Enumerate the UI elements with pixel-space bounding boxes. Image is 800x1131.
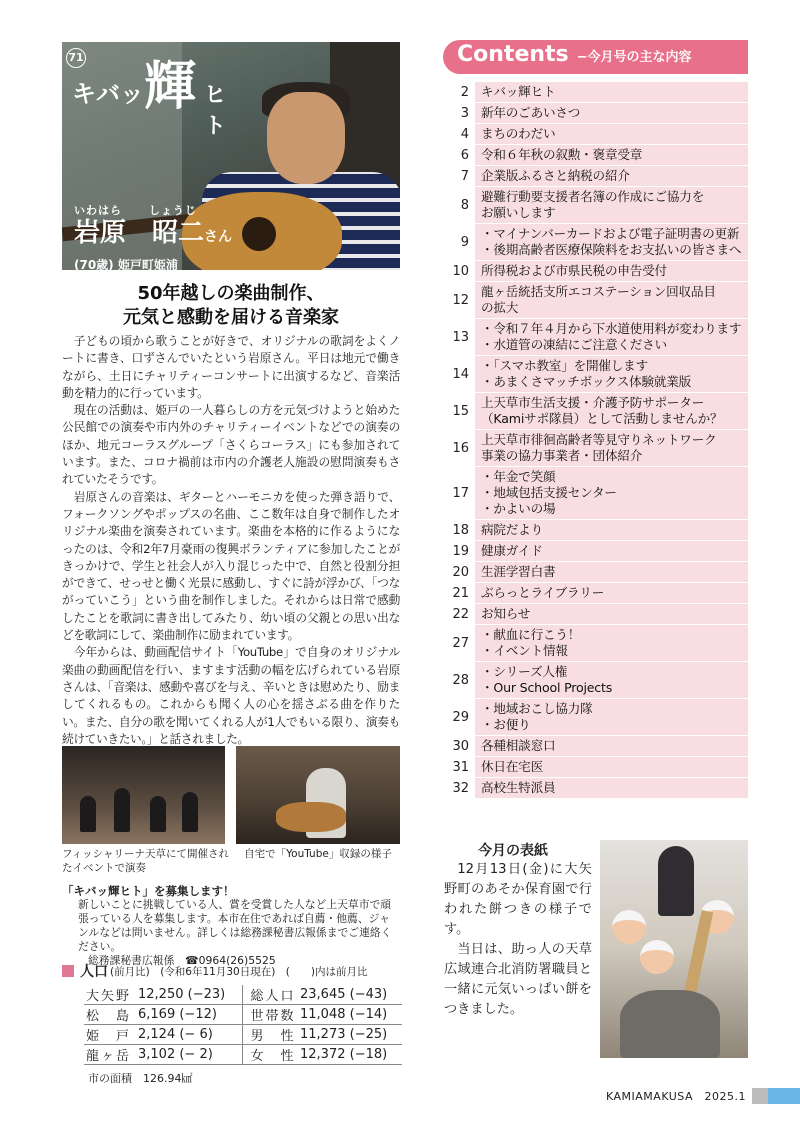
toc-entry-line: お願いします: [481, 205, 556, 220]
person-name: [74, 218, 232, 252]
table-row: [84, 1025, 402, 1045]
headline-line-2: 元気と感動を届ける音楽家: [123, 307, 339, 328]
recruit-notice: [62, 884, 400, 968]
toc-page-number: 14: [443, 356, 475, 392]
toc-page-number: 29: [443, 699, 475, 735]
feature-headline: [62, 282, 400, 330]
toc-row[interactable]: [443, 319, 748, 356]
toc-entry: [475, 541, 748, 561]
toc-page-number: 8: [443, 187, 475, 223]
youtube-recording-photo: [236, 746, 400, 844]
toc-entry: [475, 282, 748, 318]
toc-page-number: 22: [443, 604, 475, 624]
toc-entry-line: 休日在宅医: [481, 759, 543, 774]
population-table: [84, 985, 402, 1065]
district-value: 6,169 (−12): [136, 1005, 242, 1025]
stat-value: 12,372 (−18): [298, 1045, 402, 1065]
district-value: 3,102 (− 2): [136, 1045, 242, 1065]
toc-entry-line: 企業版ふるさと納税の紹介: [481, 168, 630, 183]
toc-entry: [475, 778, 748, 798]
population-title: 人口: [80, 964, 108, 980]
toc-row[interactable]: [443, 662, 748, 699]
name-ruby-first: しょうじ: [148, 204, 197, 217]
toc-page-number: 32: [443, 778, 475, 798]
contents-header: [443, 40, 748, 74]
toc-page-number: 20: [443, 562, 475, 582]
toc-row[interactable]: [443, 699, 748, 736]
toc-row[interactable]: [443, 356, 748, 393]
toc-row[interactable]: [443, 224, 748, 261]
toc-entry-line: ・イベント情報: [481, 643, 568, 658]
toc-entry-line: ・マイナンバーカードおよび電子証明書の更新: [481, 226, 740, 241]
toc-entry-line: 高校生特派員: [481, 780, 556, 795]
toc-entry-line: 所得税および市県民税の申告受付: [481, 263, 667, 278]
toc-entry-line: ・地域包括支援センター: [481, 485, 617, 500]
article-paragraph: 今年からは、動画配信サイト「YouTube」で自身のオリジナル楽曲の動画配信を行い、ますます活動の幅を広げられている岩原さんは、「音楽は、感動や喜びを与え、辛いときは慰めたり、励ましてくれるもの。これからも聞く人の心を揺さぶる曲を作りたい。また、自分の歌を聞いてくれる人が1人でもいる限り、演奏も続けていきたい。」と話されました。: [62, 645, 400, 746]
toc-entry-line: ・水道管の凍結にご注意ください: [481, 337, 667, 352]
toc-entry-line: ・献血に行こう！: [481, 627, 581, 642]
toc-row[interactable]: [443, 467, 748, 520]
toc-entry-line: 避難行動要支援者名簿の作成にご協力を: [481, 189, 705, 204]
magazine-issue: KAMIAMAKUSA 2025.1: [606, 1090, 746, 1103]
toc-entry-line: 上天草市徘徊高齢者等見守りネットワーク: [481, 432, 717, 447]
toc-page-number: 30: [443, 736, 475, 756]
cover-title: 今月の表紙: [478, 843, 548, 859]
toc-row[interactable]: [443, 430, 748, 467]
toc-page-number: 21: [443, 583, 475, 603]
toc-entry-line: ・あまくさマッチボックス体験就業版: [481, 374, 692, 389]
toc-row[interactable]: [443, 261, 748, 282]
table-row: [84, 1005, 402, 1025]
toc-entry: [475, 103, 748, 123]
cover-paragraph: 当日は、助っ人の天草広域連合北消防署職員と一緒に元気いっぱい餅をつきました。: [444, 942, 592, 1017]
toc-entry: [475, 736, 748, 756]
toc-page-number: 7: [443, 166, 475, 186]
toc-entry-line: まちのわだい: [481, 126, 556, 141]
toc-entry-line: キバッ輝ヒト: [481, 84, 556, 99]
name-ruby-last: いわはら: [74, 204, 122, 217]
article-paragraph: 現在の活動は、姫戸の一人暮らしの方を元気づけようと始めた公民館での演奏や市内外のチャリティーイベントなどでの演奏のほか、地元コーラスグループ「さくらコーラス」にも参加されています。また、コロナ禍前は市内の介護老人施設の慰問演奏もされていたそうです。: [62, 403, 400, 487]
toc-entry: [475, 145, 748, 165]
toc-entry: [475, 757, 748, 777]
cover-paragraph: 12月13日(金)に大矢野町のあそか保育園で行われた餅つきの様子です。: [444, 862, 592, 937]
toc-entry-line: ・地域おこし協力隊: [481, 701, 593, 716]
recruit-title: 「キバッ輝ヒト」を募集します！: [62, 884, 235, 898]
toc-entry-line: （Kamiサポ隊員）として活動しませんか？: [481, 411, 723, 426]
toc-row[interactable]: [443, 625, 748, 662]
recruit-body: 新しいことに挑戦している人、賞を受賞した人など上天草市で頑張っている人を募集します。本市在住であれば自薦・他薦、ジャンルなどは問いません。詳しくは総務課秘書広報係までご連絡ください。: [78, 898, 392, 953]
toc-entry-line: 令和６年秋の叙勲・褒章受章: [481, 147, 643, 162]
toc-row[interactable]: [443, 103, 748, 124]
child-figure: [612, 910, 646, 944]
table-of-contents: [443, 82, 748, 799]
toc-row[interactable]: [443, 604, 748, 625]
guitar-sound-hole: [242, 217, 276, 251]
issue-number-badge: 71: [66, 48, 86, 68]
toc-row[interactable]: [443, 583, 748, 604]
name-ruby: [74, 202, 232, 218]
cover-description: [444, 860, 592, 1020]
toc-entry: [475, 187, 748, 223]
photo-caption-youtube: 自宅で「YouTube」収録の様子: [244, 848, 392, 860]
toc-page-number: 12: [443, 282, 475, 318]
district-label: 大矢野: [84, 985, 136, 1005]
toc-row[interactable]: [443, 757, 748, 778]
toc-entry: [475, 625, 748, 661]
toc-entry-line: 龍ヶ岳統括支所エコステーション回収品目: [481, 284, 716, 299]
recruit-contact: 総務課秘書広報係 ☎0964(26)5525: [88, 954, 276, 967]
toc-page-number: 3: [443, 103, 475, 123]
page-tab-blue: [768, 1088, 800, 1104]
contents-subtitle: −今月号の主な内容: [576, 50, 692, 65]
toc-page-number: 16: [443, 430, 475, 466]
toc-row[interactable]: [443, 166, 748, 187]
page-footer: [606, 1088, 771, 1104]
photo-caption-event: フィッシャリーナ天草にて開催されたイベントで演奏: [62, 848, 229, 874]
toc-entry-line: ぶらっとライブラリー: [481, 585, 605, 600]
toc-page-number: 9: [443, 224, 475, 260]
toc-page-number: 28: [443, 662, 475, 698]
toc-page-number: 31: [443, 757, 475, 777]
person-face: [267, 92, 345, 184]
toc-entry: [475, 662, 748, 698]
toc-entry: [475, 699, 748, 735]
toc-entry-line: ・Our School Projects: [481, 680, 613, 695]
toc-entry: [475, 166, 748, 186]
toc-page-number: 13: [443, 319, 475, 355]
toc-entry-line: ・かよいの場: [481, 501, 556, 516]
person-age-place: (70歳) 姫戸町姫浦: [74, 258, 178, 270]
headline-line-1: 50年越しの楽曲制作、: [137, 283, 325, 304]
toc-entry-line: 上天草市生活支援・介護予防サポーター: [481, 395, 705, 410]
toc-page-number: 10: [443, 261, 475, 281]
person-name-text: 岩原 昭二: [74, 218, 205, 248]
child-figure: [640, 940, 674, 974]
toc-entry-line: 新年のごあいさつ: [481, 105, 581, 120]
toc-page-number: 19: [443, 541, 475, 561]
toc-entry-line: ・後期高齢者医療保険料をお支払いの皆さまへ: [481, 242, 742, 257]
honorific: さん: [204, 229, 233, 245]
city-area: 市の面積 126.94㎢: [88, 1072, 193, 1085]
toc-page-number: 6: [443, 145, 475, 165]
table-row: [84, 1045, 402, 1065]
stat-label: 世帯数: [242, 1005, 298, 1025]
toc-entry-line: 健康ガイド: [481, 543, 543, 558]
toc-row[interactable]: [443, 145, 748, 166]
toc-page-number: 27: [443, 625, 475, 661]
toc-entry: [475, 224, 748, 260]
toc-entry: [475, 562, 748, 582]
article-paragraph: 子どもの頃から歌うことが好きで、オリジナルの歌詞をよくノートに書き、口ずさんでいたという岩原さん。平日は地元で働きながら、土日にチャリティーコンサートに出演するなど、音楽活動を精力的に行っています。: [62, 334, 400, 400]
hero-photo: [62, 42, 400, 270]
toc-entry: [475, 604, 748, 624]
toc-entry: [475, 430, 748, 466]
pink-square-icon: [62, 965, 74, 977]
stat-value: 23,645 (−43): [298, 985, 402, 1005]
toc-row[interactable]: [443, 124, 748, 145]
toc-entry: [475, 261, 748, 281]
adult-figure: [658, 846, 694, 916]
series-logo-small: キバッ: [72, 79, 144, 108]
toc-page-number: 17: [443, 467, 475, 519]
population-subtitle: (前月比) (令和6年11月30日現在) ( )内は前月比: [110, 965, 368, 978]
population-header: [62, 961, 402, 981]
toc-row[interactable]: [443, 187, 748, 224]
toc-entry: [475, 583, 748, 603]
toc-page-number: 15: [443, 393, 475, 429]
district-label: 松 島: [84, 1005, 136, 1025]
toc-row[interactable]: [443, 541, 748, 562]
toc-row[interactable]: [443, 82, 748, 103]
toc-page-number: 18: [443, 520, 475, 540]
toc-entry: [475, 356, 748, 392]
toc-entry: [475, 467, 748, 519]
toc-row[interactable]: [443, 562, 748, 583]
toc-entry: [475, 82, 748, 102]
toc-row[interactable]: [443, 282, 748, 319]
feature-article: [62, 333, 400, 748]
toc-entry-line: 各種相談窓口: [481, 738, 556, 753]
event-performance-photo: [62, 746, 225, 844]
toc-row[interactable]: [443, 736, 748, 757]
toc-entry-line: ・シリーズ人権: [481, 664, 568, 679]
stat-label: 男 性: [242, 1025, 298, 1045]
toc-entry-line: お知らせ: [481, 606, 531, 621]
toc-entry-line: 生涯学習白書: [481, 564, 556, 579]
toc-page-number: 2: [443, 82, 475, 102]
district-label: 姫 戸: [84, 1025, 136, 1045]
contents-title: Contents: [457, 42, 569, 67]
toc-entry: [475, 319, 748, 355]
mochi-pounding-photo: [600, 840, 748, 1058]
toc-entry-line: ・令和７年４月から下水道使用料が変わります: [481, 321, 742, 336]
toc-entry: [475, 124, 748, 144]
stat-value: 11,273 (−25): [298, 1025, 402, 1045]
toc-entry-line: ・年金で笑顔: [481, 469, 556, 484]
district-value: 12,250 (−23): [136, 985, 242, 1005]
toc-entry-line: 病院だより: [481, 522, 543, 537]
district-label: 龍ヶ岳: [84, 1045, 136, 1065]
article-paragraph: 岩原さんの音楽は、ギターとハーモニカを使った弾き語りで、フォークソングやポップスの名曲、ここ数年は自身で制作したオリジナル楽曲を演奏されています。楽曲を本格的に作るようになったのは、令和2年7月豪雨の復興ボランティアに参加したことがきっかけで、学生と社会人が入り混じった中で、自然と役割分担ができて、せっせと働く光景に感動し、すぐに詩が浮かび、「つながっていこう」という曲を制作しました。それからは日常で感動したことを歌詞に書き出してみたり、幼い頃の父親との思い出などを歌詞にして、楽曲制作に励まれています。: [62, 489, 400, 643]
toc-entry-line: ・お便り: [481, 717, 531, 732]
district-value: 2,124 (− 6): [136, 1025, 242, 1045]
toc-page-number: 4: [443, 124, 475, 144]
person-name-block: [74, 202, 232, 270]
toc-entry-line: の拡大: [481, 300, 519, 315]
series-logo-hito: ヒト: [204, 82, 227, 139]
stat-label: 総人口: [242, 985, 298, 1005]
toc-row[interactable]: [443, 778, 748, 799]
toc-entry: [475, 393, 748, 429]
toc-entry-line: 事業の協力事業者・団体紹介: [481, 448, 643, 463]
toc-entry: [475, 520, 748, 540]
stat-value: 11,048 (−14): [298, 1005, 402, 1025]
toc-row[interactable]: [443, 393, 748, 430]
stat-label: 女 性: [242, 1045, 298, 1065]
table-row: [84, 985, 402, 1005]
toc-row[interactable]: [443, 520, 748, 541]
toc-entry-line: ・「スマホ教室」を開催します: [481, 358, 648, 373]
stone-mortar: [620, 990, 720, 1058]
series-logo-big: 輝: [144, 56, 197, 117]
